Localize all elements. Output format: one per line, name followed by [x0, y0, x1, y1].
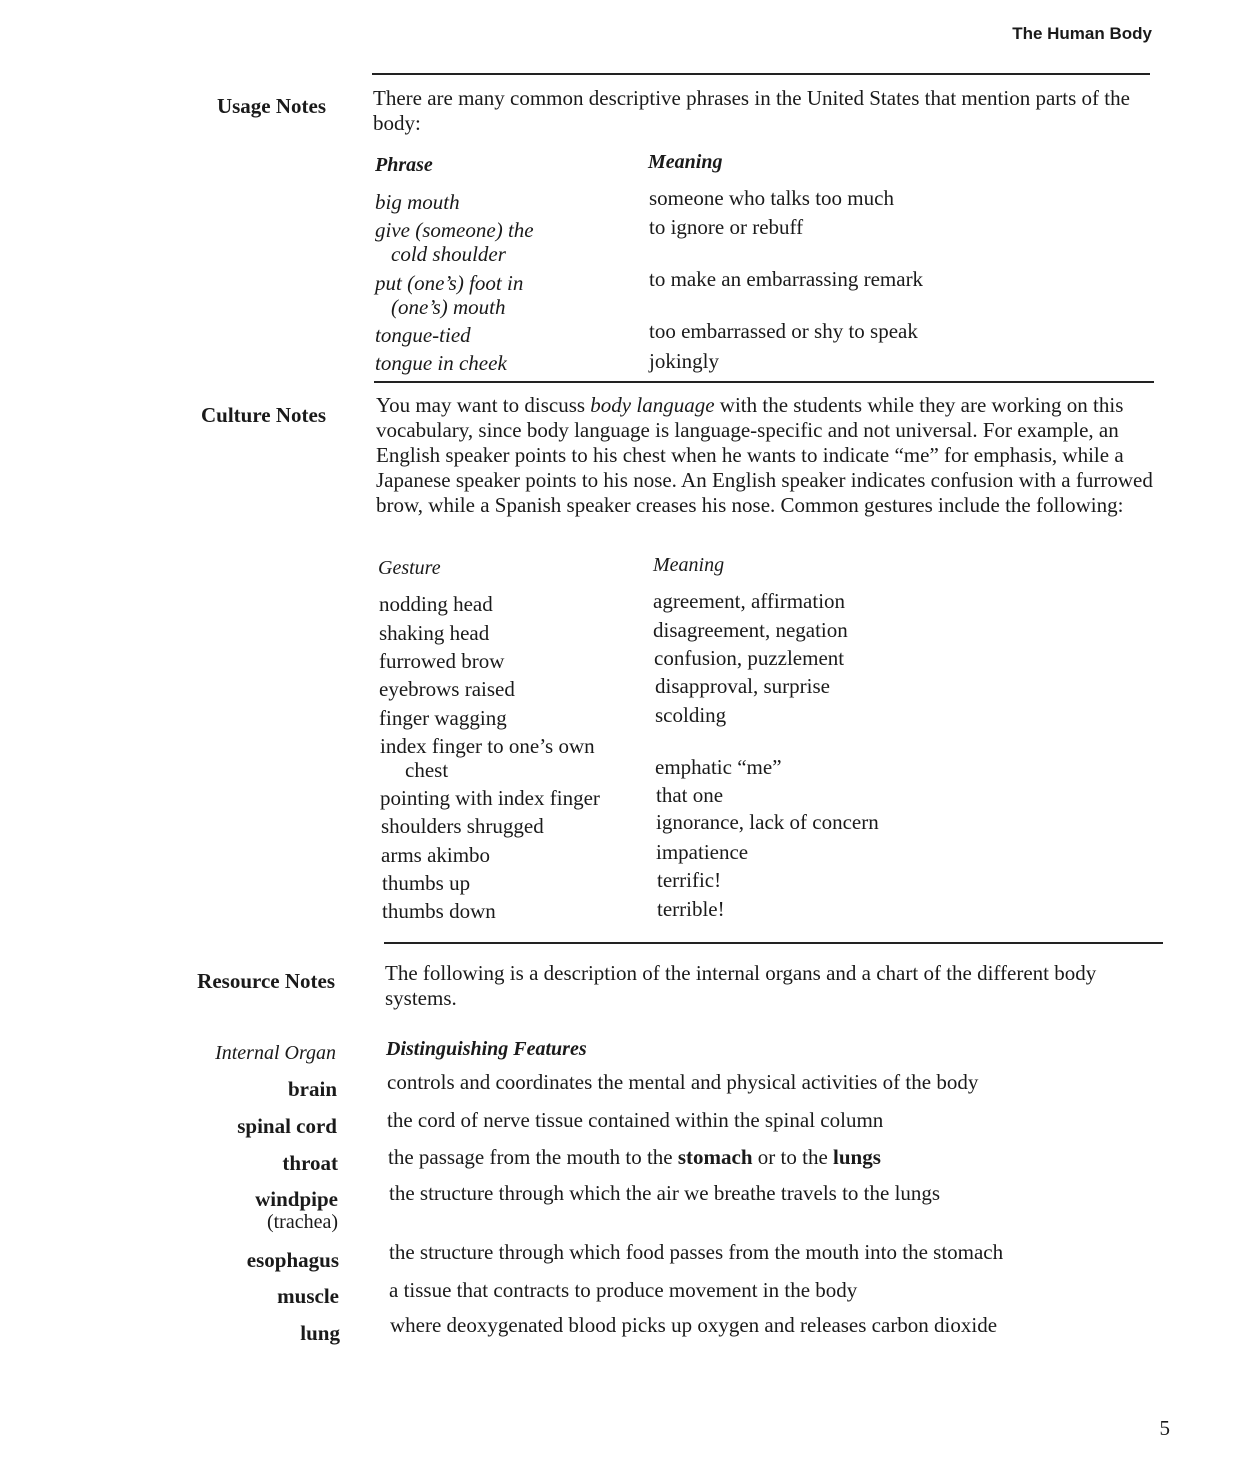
- gesture-meaning: emphatic “me”: [655, 755, 782, 779]
- phrase-meaning: too embarrassed or shy to speak: [649, 319, 918, 343]
- culture-intro: You may want to discuss body language with the students while they are working on this vocabulary, since body language is language-specific and not universal. For example, an English speaker points to his chest when he wants to indicate “me” for emphasis, while a Japanese speaker points to his nose. An English speaker indicates confusion with a furrowed brow, while a Spanish speaker creases his nose. Common gestures include the following:: [376, 393, 1153, 517]
- organ-name: brain: [287, 1077, 337, 1101]
- phrase-row: [375, 190, 460, 214]
- gesture: arms akimbo: [381, 843, 491, 867]
- phrase-column-header: Phrase: [375, 154, 433, 176]
- gesture: eyebrows raised: [379, 677, 515, 701]
- gesture-column-header: Gesture: [378, 557, 441, 579]
- gesture: shaking head: [379, 621, 490, 645]
- phrase: big mouth: [375, 190, 460, 214]
- phrase-row: [375, 271, 523, 319]
- phrase: tongue-tied: [375, 323, 471, 347]
- phrase-meaning: jokingly: [649, 349, 720, 373]
- gesture-meaning: terrible!: [657, 897, 725, 921]
- features-column-header: Distinguishing Features: [386, 1038, 587, 1060]
- phrase: give (someone) the: [375, 218, 534, 242]
- gesture: index finger to one’s own: [380, 734, 595, 758]
- organ-name: windpipe: [255, 1187, 338, 1211]
- gesture: shoulders shrugged: [381, 814, 544, 838]
- organ-feature: the structure through which the air we breathe travels to the lungs: [389, 1181, 941, 1205]
- phrase-meaning: someone who talks too much: [649, 186, 894, 210]
- body-language-term: body language: [590, 393, 715, 417]
- gesture-meaning: ignorance, lack of concern: [656, 810, 879, 834]
- organ-feature: the structure through which food passes from the mouth into the stomach: [389, 1240, 1004, 1264]
- phrase-row: [375, 351, 507, 375]
- usage-intro: There are many common descriptive phrases in the United States that mention parts of the body:: [373, 86, 1130, 135]
- running-header: The Human Body: [1012, 24, 1152, 43]
- phrase-meaning: to ignore or rebuff: [649, 215, 804, 239]
- phrase-row: [375, 323, 471, 347]
- gesture-meaning: impatience: [656, 840, 749, 864]
- gesture: thumbs down: [382, 899, 496, 923]
- culture-notes-label: Culture Notes: [200, 403, 326, 427]
- organ-feature: a tissue that contracts to produce movement in the body: [389, 1278, 858, 1302]
- gesture-meaning: disapproval, surprise: [655, 674, 830, 698]
- resource-notes-label: Resource Notes: [197, 969, 335, 993]
- organ-alt-name: (trachea): [266, 1211, 338, 1233]
- phrase-row: [375, 218, 534, 266]
- gesture: thumbs up: [382, 871, 471, 895]
- phrase: put (one’s) foot in: [375, 271, 524, 295]
- organ-feature: where deoxygenated blood picks up oxygen and releases carbon dioxide: [390, 1313, 998, 1337]
- section-rule: [384, 942, 1163, 944]
- gesture: nodding head: [379, 592, 493, 616]
- resource-intro: The following is a description of the internal organs and a chart of the different body systems.: [385, 961, 1097, 1010]
- gesture: pointing with index finger: [380, 786, 600, 810]
- gesture: finger wagging: [379, 706, 507, 730]
- gesture-meaning-column-header: Meaning: [653, 554, 725, 576]
- gesture-meaning: confusion, puzzlement: [654, 646, 845, 670]
- phrase-continuation: cold shoulder: [391, 242, 506, 266]
- organ-feature: the cord of nerve tissue contained within the spinal column: [387, 1108, 884, 1132]
- organ-column-header: Internal Organ: [215, 1042, 336, 1064]
- page-number: 5: [1159, 1416, 1170, 1440]
- organ-feature: the passage from the mouth to the stomach or to the lungs: [388, 1145, 881, 1169]
- lungs-term: lungs: [833, 1145, 881, 1169]
- organ-name: lung: [300, 1321, 340, 1345]
- stomach-term: stomach: [677, 1145, 753, 1169]
- phrase: tongue in cheek: [375, 351, 507, 375]
- gesture-meaning: that one: [656, 783, 724, 807]
- organ-name: esophagus: [246, 1248, 339, 1272]
- organ-feature: controls and coordinates the mental and physical activities of the body: [387, 1070, 979, 1094]
- gesture: furrowed brow: [379, 649, 505, 673]
- organ-name: muscle: [277, 1284, 339, 1308]
- gesture-row: [380, 734, 595, 782]
- phrase-meaning: to make an embarrassing remark: [649, 267, 924, 291]
- gesture-continuation: chest: [405, 758, 449, 782]
- gesture-meaning: disagreement, negation: [653, 618, 848, 642]
- gesture-meaning: terrific!: [657, 868, 722, 892]
- usage-notes-label: Usage Notes: [216, 94, 326, 118]
- section-rule: [374, 381, 1154, 383]
- meaning-column-header: Meaning: [648, 151, 723, 173]
- section-rule: [372, 73, 1150, 75]
- gesture-meaning: scolding: [655, 703, 727, 727]
- gesture-meaning: agreement, affirmation: [653, 589, 846, 613]
- phrase-continuation: (one’s) mouth: [391, 295, 506, 319]
- organ-name: spinal cord: [237, 1114, 337, 1138]
- organ-name: throat: [282, 1151, 338, 1175]
